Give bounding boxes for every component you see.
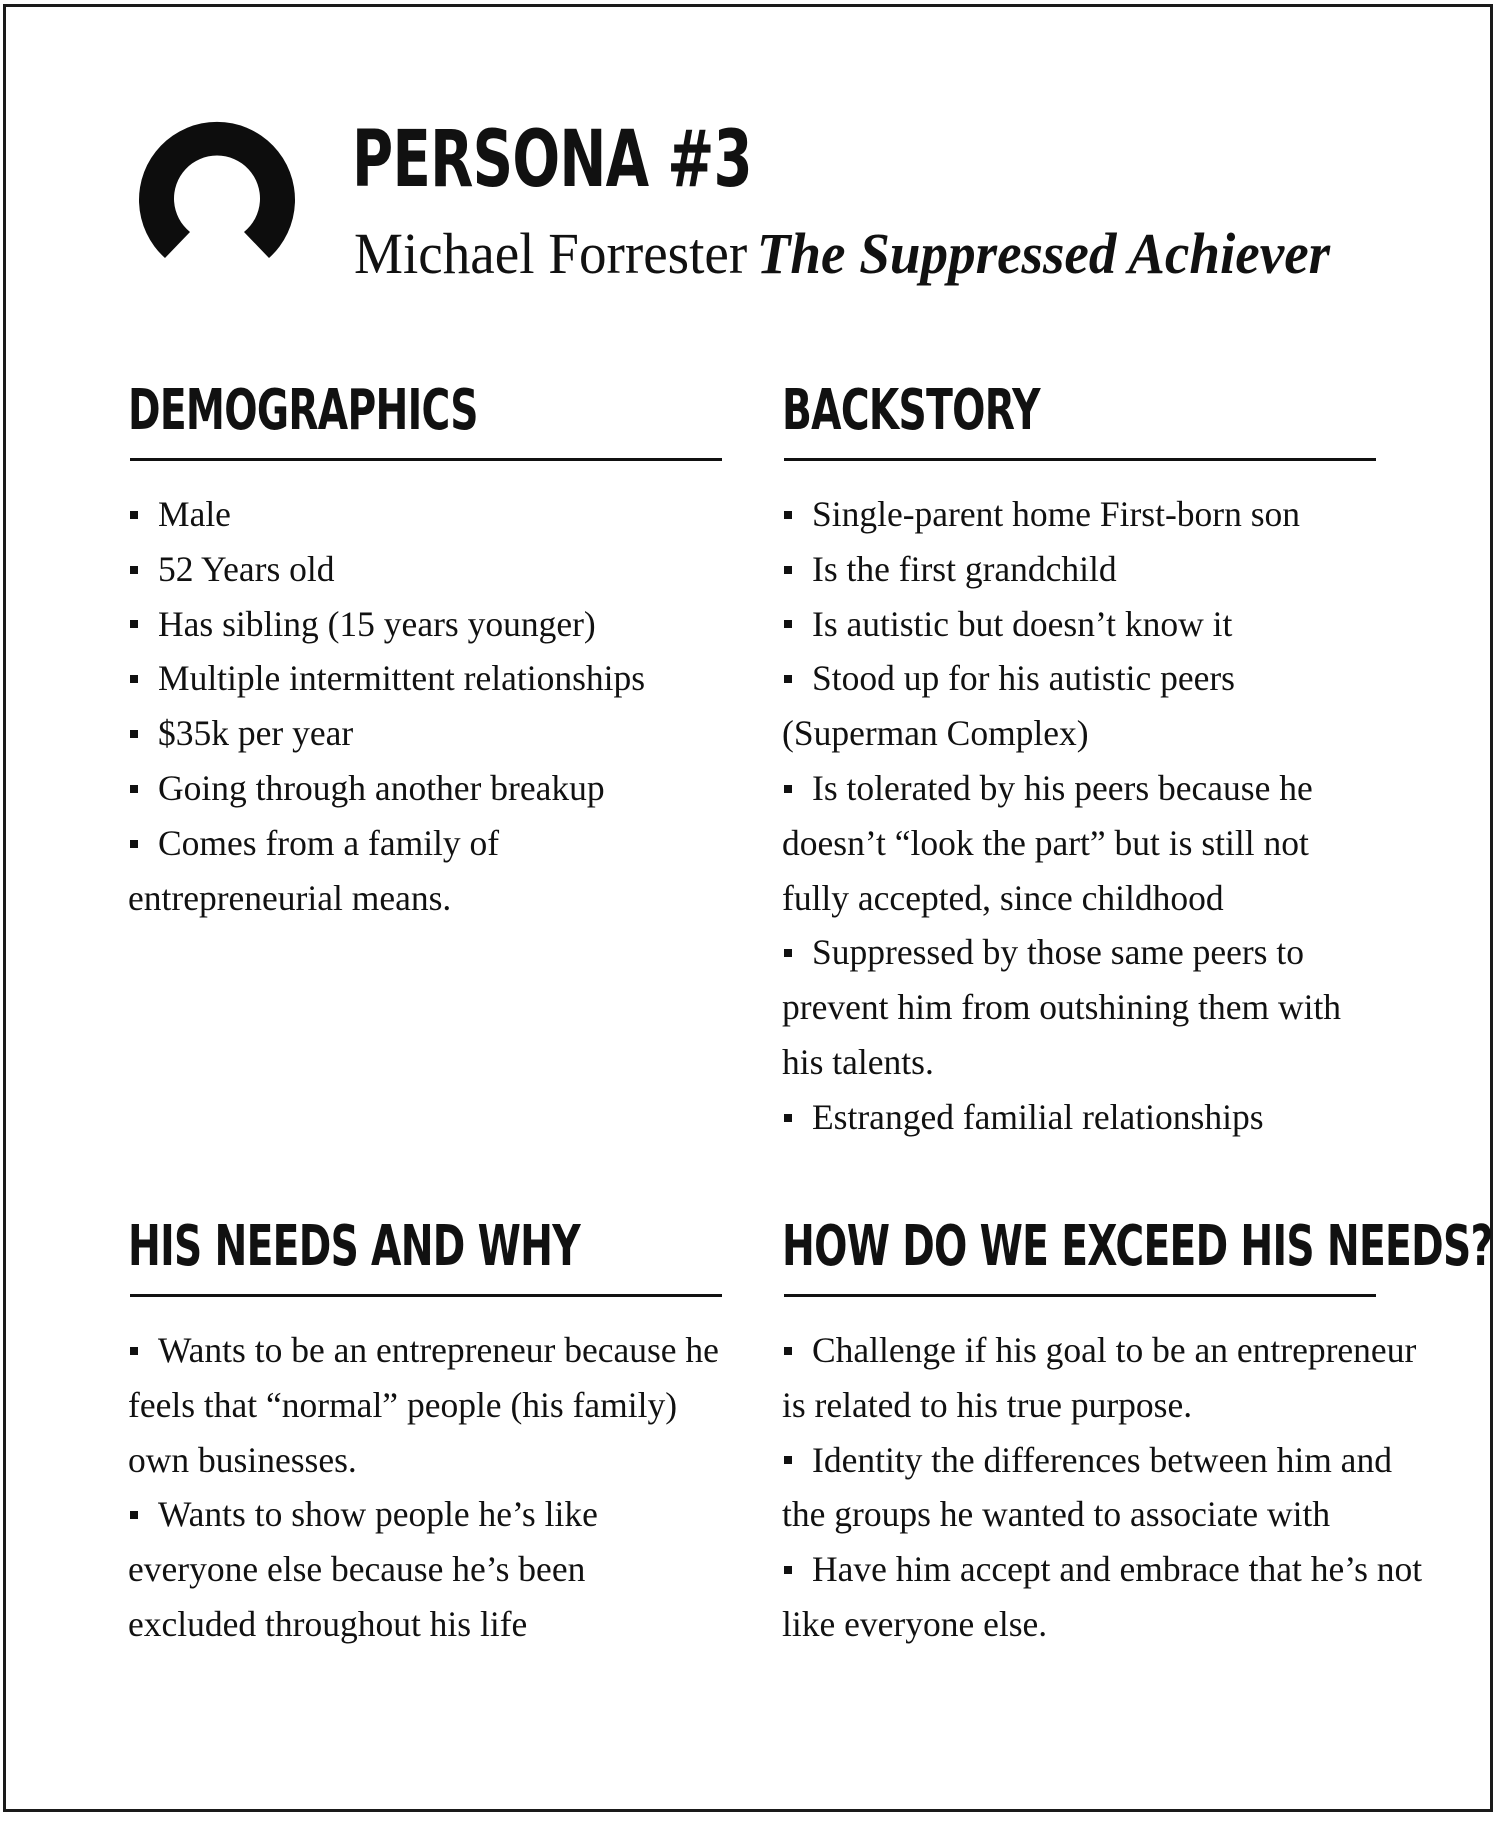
section-divider — [784, 458, 1376, 461]
backstory-heading: BACKSTORY — [782, 378, 1040, 443]
list-item-text: Stood up for his autistic peers (Superman Complex) — [782, 658, 1235, 754]
list-item — [128, 487, 718, 542]
page-title: PERSONA #3 — [352, 115, 752, 205]
needs-section — [128, 1212, 728, 1644]
bullet-icon — [784, 949, 792, 957]
list-item — [782, 487, 1392, 542]
list-item — [128, 1323, 728, 1487]
list-item — [782, 1090, 1392, 1145]
list-item — [128, 651, 718, 706]
bullet-icon — [784, 566, 792, 574]
bullet-icon — [784, 1456, 792, 1464]
list-item — [128, 816, 538, 926]
bullet-icon — [130, 566, 138, 574]
demographics-heading: DEMOGRAPHICS — [128, 378, 478, 443]
list-item-text: Male — [158, 494, 231, 534]
persona-tagline: The Suppressed Achiever — [756, 221, 1331, 286]
backstory-list — [782, 487, 1392, 1145]
bullet-icon — [130, 1347, 138, 1355]
demographics-list — [128, 487, 718, 925]
list-item-text: $35k per year — [158, 713, 354, 754]
persona-ring-icon — [128, 106, 310, 266]
list-item-text: Is autistic but doesn’t know it — [812, 603, 1233, 644]
list-item-text: Wants to show people he’s like everyone else because he’s been excluded throughout his life — [128, 1494, 598, 1644]
list-item-text: Has sibling (15 years younger) — [158, 603, 596, 644]
list-item — [782, 1542, 1462, 1652]
list-item — [128, 706, 718, 761]
list-item — [128, 1487, 628, 1651]
bullet-icon — [784, 785, 792, 793]
bullet-icon — [784, 511, 792, 519]
list-item-text: Identity the differences between him and the groups he wanted to associate with — [782, 1439, 1392, 1535]
exceed-heading: HOW DO WE EXCEED HIS NEEDS? — [782, 1214, 1493, 1279]
demographics-section — [128, 376, 728, 918]
persona-subtitle — [354, 218, 1330, 290]
bullet-icon — [784, 1347, 792, 1355]
persona-name: Michael Forrester — [354, 221, 748, 286]
bullet-icon — [784, 675, 792, 683]
list-item-text: Is tolerated by his peers because he doesn’t “look the part” but is still not fully accepted, since childhood — [782, 767, 1313, 918]
exceed-list — [782, 1323, 1462, 1652]
exceed-section — [782, 1212, 1493, 1644]
needs-heading: HIS NEEDS AND WHY — [128, 1214, 580, 1279]
list-item-text: Single-parent home First-born son — [812, 494, 1301, 534]
bullet-icon — [130, 730, 138, 738]
list-item — [782, 761, 1362, 925]
bullet-icon — [784, 620, 792, 628]
list-item — [782, 651, 1282, 761]
list-item-text: Going through another breakup — [158, 767, 605, 808]
bullet-icon — [784, 1114, 792, 1122]
list-item — [782, 597, 1392, 652]
list-item — [128, 542, 718, 597]
list-item-text: Multiple intermittent relationships — [158, 658, 646, 699]
list-item-text: Is the first grandchild — [812, 548, 1117, 589]
bullet-icon — [130, 1511, 138, 1519]
list-item-text: Have him accept and embrace that he’s not like everyone else. — [782, 1549, 1423, 1644]
bullet-icon — [130, 785, 138, 793]
bullet-icon — [130, 620, 138, 628]
list-item — [782, 542, 1392, 597]
list-item — [782, 1433, 1442, 1543]
section-divider — [130, 458, 722, 461]
bullet-icon — [130, 675, 138, 683]
list-item-text: Estranged familial relationships — [812, 1096, 1264, 1137]
section-divider — [130, 1294, 722, 1297]
section-divider — [784, 1294, 1376, 1297]
bullet-icon — [130, 840, 138, 848]
needs-list — [128, 1323, 728, 1652]
bullet-icon — [130, 511, 138, 519]
list-item-text: Suppressed by those same peers to prevent him from outshining them with his talents. — [782, 932, 1342, 1082]
list-item — [128, 761, 718, 816]
list-item — [782, 1323, 1442, 1433]
list-item-text: Wants to be an entrepreneur because he feels that “normal” people (his family) own businesses. — [128, 1330, 719, 1480]
list-item — [128, 597, 718, 652]
list-item — [782, 925, 1382, 1089]
list-item-text: Challenge if his goal to be an entrepreneur is related to his true purpose. — [782, 1330, 1417, 1425]
list-item-text: 52 Years old — [158, 548, 335, 589]
list-item-text: Comes from a family of entrepreneurial means. — [128, 822, 500, 918]
bullet-icon — [784, 1566, 792, 1574]
backstory-section — [782, 376, 1382, 1137]
